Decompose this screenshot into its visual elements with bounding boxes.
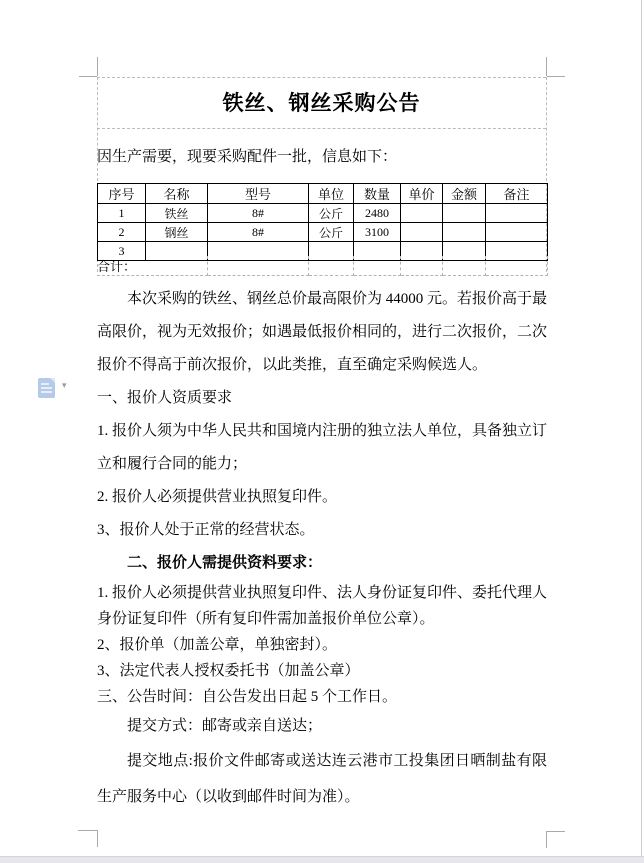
text-boundary-line bbox=[97, 77, 546, 78]
procurement-table bbox=[97, 183, 548, 261]
cell bbox=[443, 223, 486, 242]
cell bbox=[207, 256, 308, 276]
section2-item-1: 1. 报价人必须提供营业执照复印件、法人身份证复印件、委托代理人身份证复印件（所有复印件需加盖报价单位公章）。 bbox=[97, 585, 548, 627]
margin-mark-bottom-right bbox=[546, 831, 547, 848]
col-header: 备注 bbox=[486, 184, 548, 204]
margin-mark-top-right bbox=[546, 57, 547, 76]
total-label: 合计： bbox=[97, 256, 207, 276]
col-header: 序号 bbox=[98, 184, 146, 204]
submit-address-paragraph: 提交地点:报价文件邮寄或送达连云港市工投集团日晒制盐有限生产服务中心（以收到邮件时间为准）。 bbox=[97, 753, 547, 805]
col-header: 型号 bbox=[208, 184, 309, 204]
table-row bbox=[98, 204, 548, 223]
page-right-edge bbox=[641, 0, 642, 856]
intro-paragraph: 因生产需要，现要采购配件一批，信息如下： bbox=[97, 149, 398, 165]
cell: 8# bbox=[208, 204, 309, 223]
document-options-button[interactable] bbox=[38, 378, 74, 400]
margin-mark-top-right bbox=[547, 76, 565, 77]
cell bbox=[400, 256, 442, 276]
cell bbox=[485, 256, 547, 276]
app-background-strip bbox=[0, 856, 644, 863]
margin-mark-top-left bbox=[79, 76, 97, 77]
col-header: 单价 bbox=[401, 184, 443, 204]
dropdown-arrow-icon[interactable]: ▾ bbox=[62, 381, 67, 391]
section2-item-3: 3、法定代表人授权委托书（加盖公章） bbox=[97, 663, 360, 679]
document-body bbox=[97, 283, 547, 815]
margin-mark-bottom-right bbox=[547, 831, 565, 832]
total-row bbox=[97, 256, 548, 276]
table-header-row bbox=[98, 184, 548, 204]
cell bbox=[486, 223, 548, 242]
cell: 8# bbox=[208, 223, 309, 242]
section1-item-2: 2. 报价人必须提供营业执照复印件。 bbox=[97, 489, 338, 505]
cell: 公斤 bbox=[309, 223, 354, 242]
section1-item-3: 3、报价人处于正常的经营状态。 bbox=[97, 522, 315, 538]
text-boundary-line bbox=[97, 128, 546, 129]
table-row bbox=[98, 223, 548, 242]
col-header: 金额 bbox=[443, 184, 486, 204]
cell bbox=[401, 204, 443, 223]
margin-mark-bottom-left bbox=[78, 830, 97, 831]
section3-heading: 三、公告时间：自公告发出日起 5 个工作日。 bbox=[97, 689, 398, 705]
col-header: 名称 bbox=[146, 184, 208, 204]
cell: 钢丝 bbox=[146, 223, 208, 242]
cell bbox=[486, 204, 548, 223]
cell: 1 bbox=[98, 204, 146, 223]
cell: 3 bbox=[98, 242, 146, 261]
section1-heading: 一、报价人资质要求 bbox=[97, 390, 233, 406]
cell: 铁丝 bbox=[146, 204, 208, 223]
submit-method-paragraph: 提交方式：邮寄或亲自送达； bbox=[127, 718, 323, 734]
margin-mark-bottom-left bbox=[97, 830, 98, 847]
col-header: 单位 bbox=[309, 184, 354, 204]
col-header: 数量 bbox=[354, 184, 401, 204]
section2-heading: 二、报价人需提供资料要求： bbox=[127, 555, 323, 571]
section1-item-1: 1. 报价人须为中华人民共和国境内注册的独立法人单位，具备独立订立和履行合同的能力； bbox=[97, 423, 548, 472]
cell: 2480 bbox=[354, 204, 401, 223]
document-icon[interactable] bbox=[38, 378, 55, 398]
cell bbox=[443, 204, 486, 223]
page-title: 铁丝、钢丝采购公告 bbox=[222, 91, 421, 115]
cell bbox=[401, 223, 443, 242]
limit-notice-paragraph: 本次采购的铁丝、钢丝总价最高限价为 44000 元。若报价高于最高限价，视为无效报价；如遇最低报价相同的，进行二次报价，二次报价不得高于前次报价，以此类推，直至确定采购候选人。 bbox=[97, 291, 548, 373]
cell bbox=[353, 256, 400, 276]
cell: 2 bbox=[98, 223, 146, 242]
cell: 公斤 bbox=[309, 204, 354, 223]
cell: 3100 bbox=[354, 223, 401, 242]
cell bbox=[442, 256, 485, 276]
section2-item-2: 2、报价单（加盖公章，单独密封）。 bbox=[97, 637, 338, 653]
cell bbox=[308, 256, 353, 276]
margin-mark-top-left bbox=[97, 57, 98, 76]
